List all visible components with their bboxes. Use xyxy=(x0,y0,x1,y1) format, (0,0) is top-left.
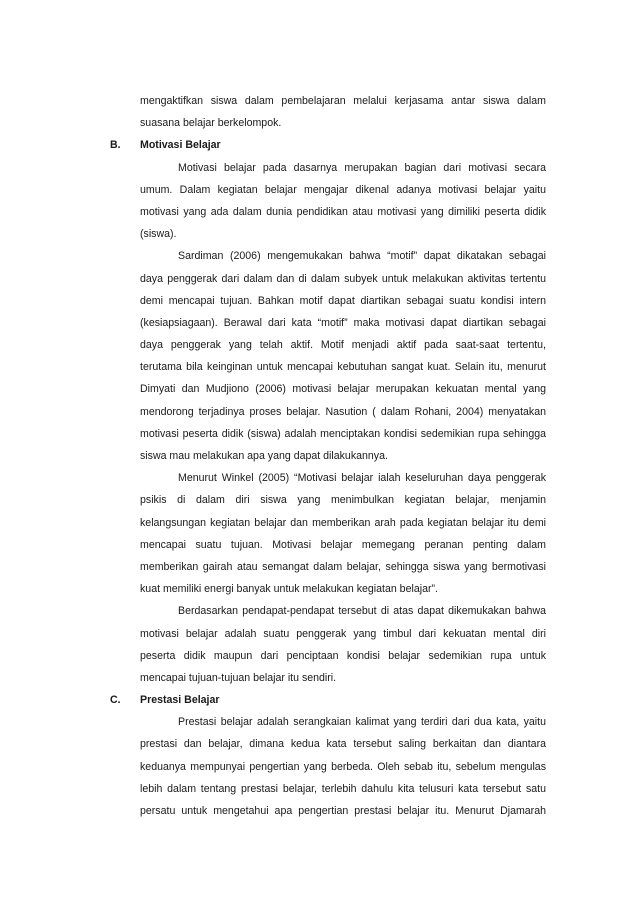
section-heading-letter: C. xyxy=(110,694,121,707)
paragraph-line: Motivasi belajar pada dasarnya merupakan bagian dari motivasi secara xyxy=(178,161,546,174)
paragraph-line: (siswa). xyxy=(140,228,177,241)
paragraph-line: daya penggerak yang telah aktif. Motif menjadi aktif pada saat-saat tertentu, xyxy=(140,339,546,352)
paragraph-line: motivasi belajar adalah suatu penggerak yang timbul dari kekuatan mental diri xyxy=(140,627,546,640)
paragraph-line: mengaktifkan siswa dalam pembelajaran melalui kerjasama antar siswa dalam xyxy=(140,95,546,107)
paragraph-line: Dimyati dan Mudjiono (2006) motivasi belajar merupakan kekuatan mental yang xyxy=(140,383,546,396)
paragraph-line: Prestasi belajar adalah serangkaian kalimat yang terdiri dari dua kata, yaitu xyxy=(178,716,546,729)
paragraph-line: daya penggerak dari dalam dan di dalam subyek untuk melakukan aktivitas tertentu xyxy=(140,272,546,285)
paragraph-line: terutama bila keinginan untuk mencapai kebutuhan sangat kuat. Selain itu, menurut xyxy=(140,361,546,374)
paragraph-line: lebih dalam tentang prestasi belajar, terlebih dahulu kita telusuri kata tersebut satu xyxy=(140,782,546,795)
paragraph-line: psikis di dalam diri siswa yang menimbulkan kegiatan belajar, menjamin xyxy=(140,494,546,507)
paragraph-line: mendorong terjadinya proses belajar. Nasution ( dalam Rohani, 2004) menyatakan xyxy=(140,405,546,418)
page-body xyxy=(110,90,546,822)
paragraph-line: memberikan gairah atau semangat dalam belajar, sehingga siswa yang bermotivasi xyxy=(140,560,546,573)
paragraph-line: Berdasarkan pendapat-pendapat tersebut di atas dapat dikemukakan bahwa xyxy=(178,605,546,618)
paragraph-line: keduanya mempunyai pengertian yang berbeda. Oleh sebab itu, sebelum mengulas xyxy=(140,760,546,773)
paragraph-line: persatu untuk mengetahui apa pengertian prestasi belajar itu. Menurut Djamarah xyxy=(140,805,546,817)
paragraph-line: peserta didik maupun dari penciptaan kondisi belajar sedemikian rupa untuk xyxy=(140,649,546,662)
paragraph-line: demi mencapai tujuan. Bahkan motif dapat diartikan sebagai suatu kondisi intern xyxy=(140,294,546,307)
section-heading-title: Prestasi Belajar xyxy=(140,694,220,707)
section-heading xyxy=(110,689,546,711)
paragraph-line: mencapai suatu tujuan. Motivasi belajar memegang peranan penting dalam xyxy=(140,538,546,551)
paragraph-line: motivasi peserta didik (siswa) adalah menciptakan kondisi sedemikian rupa sehingga xyxy=(140,427,546,440)
section-heading-title: Motivasi Belajar xyxy=(140,139,221,152)
paragraph-line: prestasi dan belajar, dimana kedua kata tersebut saling berkaitan dan diantara xyxy=(140,738,546,751)
paragraph-line: Sardiman (2006) mengemukakan bahwa “motif” dapat dikatakan sebagai xyxy=(178,250,546,263)
paragraph-line: mencapai tujuan-tujuan belajar itu sendiri. xyxy=(140,671,337,684)
paragraph-line: kuat memiliki energi banyak untuk melakukan kegiatan belajar”. xyxy=(140,583,438,596)
section-heading-letter: B. xyxy=(110,139,121,152)
paragraph-line: umum. Dalam kegiatan belajar mengajar dikenal adanya motivasi belajar yaitu xyxy=(140,183,546,196)
section-heading xyxy=(110,134,546,156)
paragraph-line: siswa mau melakukan apa yang dapat dilakukannya. xyxy=(140,450,388,462)
paragraph-line: motivasi yang ada dalam dunia pendidikan atau motivasi yang dimiliki peserta didik xyxy=(140,205,546,218)
paragraph-line: kelangsungan kegiatan belajar dan memberikan arah pada kegiatan belajar itu demi xyxy=(140,516,546,529)
paragraph-line: Menurut Winkel (2005) “Motivasi belajar ialah keseluruhan daya penggerak xyxy=(178,472,546,485)
paragraph-line: (kesiapsiagaan). Berawal dari kata “motif” maka motivasi dapat diartikan sebagai xyxy=(140,316,546,329)
paragraph-line: suasana belajar berkelompok. xyxy=(140,117,282,130)
